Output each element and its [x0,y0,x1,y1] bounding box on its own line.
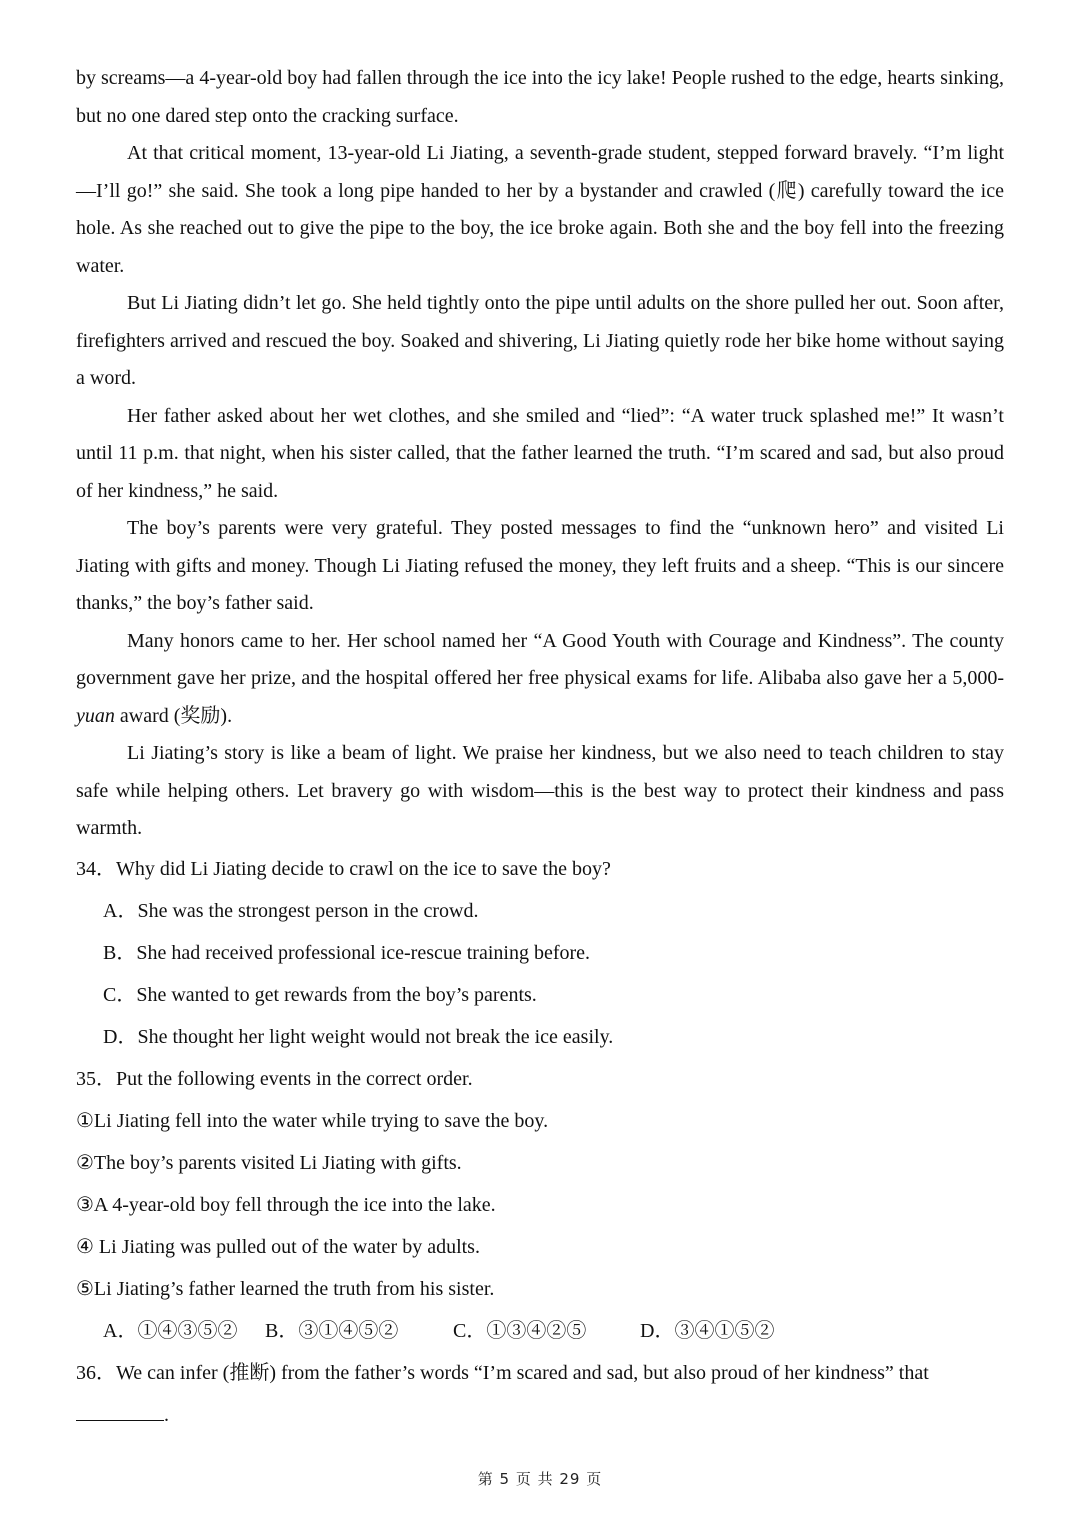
question-34-option-b[interactable]: B．She had received professional ice-rescue training before. [103,941,591,964]
passage-paragraph-3: But Li Jiating didn’t let go. She held tightly onto the pipe until adults on the shore pulled her out. Soon after, firefighters arrived and rescued the boy. Soaked and shivering, Li Jiating quietly rode her bike home without saying a word. [76,292,1004,389]
question-35-option-d[interactable]: D．③④①⑤② [640,1319,775,1342]
question-35-option-b[interactable]: B．③①④⑤② [265,1319,399,1342]
question-34-stem: 34．Why did Li Jiating decide to crawl on the ice to save the boy? [76,857,611,880]
question-34-option-c[interactable]: C．She wanted to get rewards from the boy’s parents. [103,983,537,1006]
passage-paragraph-1: by screams—a 4-year-old boy had fallen through the ice into the icy lake! People rushed to the edge, hearts sinking, but no one dared step onto the cracking surface. [76,67,1004,127]
passage-paragraph-5: The boy’s parents were very grateful. They posted messages to find the “unknown hero” and visited Li Jiating with gifts and money. Though Li Jiating refused the money, they left fruits and a sheep. “This is our sincere thanks,” the boy’s father said. [76,517,1004,614]
question-36-text: 36．We can infer (推断) from the father’s words “I’m scared and sad, but also proud of her kindness” that [76,1361,929,1384]
passage-paragraph-2: At that critical moment, 13-year-old Li Jiating, a seventh-grade student, stepped forward bravely. “I’m light—I’ll go!” she said. She took a long pipe handed to her by a bystander and crawled (爬) carefully toward the ice hole. As she reached out to give the pipe to the boy, the ice broke again. Both she and the boy fell into the freezing water. [76,142,1004,277]
event-1: ①Li Jiating fell into the water while trying to save the boy. [76,1109,549,1132]
question-35-option-c[interactable]: C．①③④②⑤ [453,1319,587,1342]
passage-paragraph-4: Her father asked about her wet clothes, and she smiled and “lied”: “A water truck splashed me!” It wasn’t until 11 p.m. that night, when his sister called, that the father learned the truth. “I’m scared and sad, but also proud of her kindness,” he said. [76,404,1004,502]
question-36-period: . [164,1403,169,1426]
event-4: ④ Li Jiating was pulled out of the water by adults. [76,1235,480,1258]
answer-blank[interactable] [76,1400,164,1421]
page-footer: 第 5 页 共 29 页 [477,1470,603,1488]
event-2: ②The boy’s parents visited Li Jiating with gifts. [76,1151,462,1174]
passage-paragraph-6 [76,623,1004,736]
paragraph-6-text-a: Many honors came to her. Her school named her “A Good Youth with Courage and Kindness”. The county government gave her prize, and the hospital offered her free physical exams for life. Alibaba also gave her a 5,000- [76,629,1004,689]
question-35-option-a[interactable]: A．①④③⑤② [103,1319,238,1342]
event-3: ③A 4-year-old boy fell through the ice into the lake. [76,1193,496,1216]
paragraph-6-italic-yuan: yuan [76,704,115,727]
question-35-options [76,1310,1004,1352]
question-35-stem: 35．Put the following events in the correct order. [76,1067,473,1090]
document-page [76,60,1004,1436]
paragraph-6-text-b: award (奖励). [114,704,233,727]
event-5: ⑤Li Jiating’s father learned the truth from his sister. [76,1277,495,1300]
question-36-stem [76,1352,1004,1436]
question-34-option-a[interactable]: A．She was the strongest person in the crowd. [103,899,479,922]
question-34-option-d[interactable]: D．She thought her light weight would not break the ice easily. [103,1025,614,1048]
passage-paragraph-7: Li Jiating’s story is like a beam of light. We praise her kindness, but we also need to teach children to stay safe while helping others. Let bravery go with wisdom—this is the best way to protect their kindness and pass warmth. [76,742,1004,839]
